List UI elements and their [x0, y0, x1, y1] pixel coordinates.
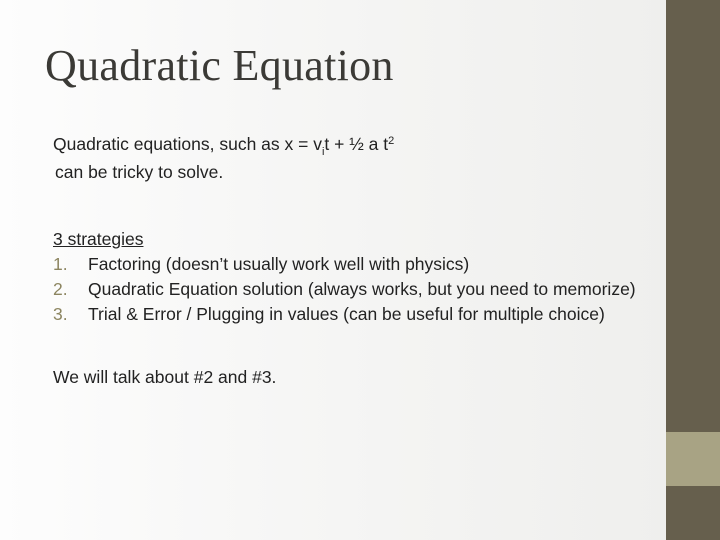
spacer [53, 327, 643, 365]
intro-line-2: can be tricky to solve. [55, 162, 224, 182]
list-item [53, 252, 643, 277]
slide-title: Quadratic Equation [45, 41, 394, 90]
list-item [53, 302, 643, 327]
list-item-text: Factoring (doesn’t usually work well with physics) [88, 254, 470, 274]
intro-subscript: i [321, 146, 325, 158]
intro-superscript: 2 [388, 135, 395, 147]
slide-body [53, 132, 643, 390]
spacer [53, 185, 643, 227]
intro-line-1 [53, 132, 643, 160]
list-item-number: 1. [53, 254, 68, 274]
intro-middle: t + ½ a t [324, 134, 389, 154]
decorative-sidebar-accent [666, 432, 720, 486]
closing-line: We will talk about #2 and #3. [53, 367, 277, 387]
list-item-number: 2. [53, 279, 68, 299]
intro-prefix: Quadratic equations, such as x = v [53, 134, 322, 154]
list-item-text: Quadratic Equation solution (always works, but you need to memorize) [88, 279, 636, 299]
list-item [53, 277, 643, 302]
list-item-number: 3. [53, 304, 68, 324]
list-item-text: Trial & Error / Plugging in values (can be useful for multiple choice) [88, 304, 605, 324]
strategies-list [53, 252, 643, 327]
strategies-heading: 3 strategies [53, 229, 144, 249]
